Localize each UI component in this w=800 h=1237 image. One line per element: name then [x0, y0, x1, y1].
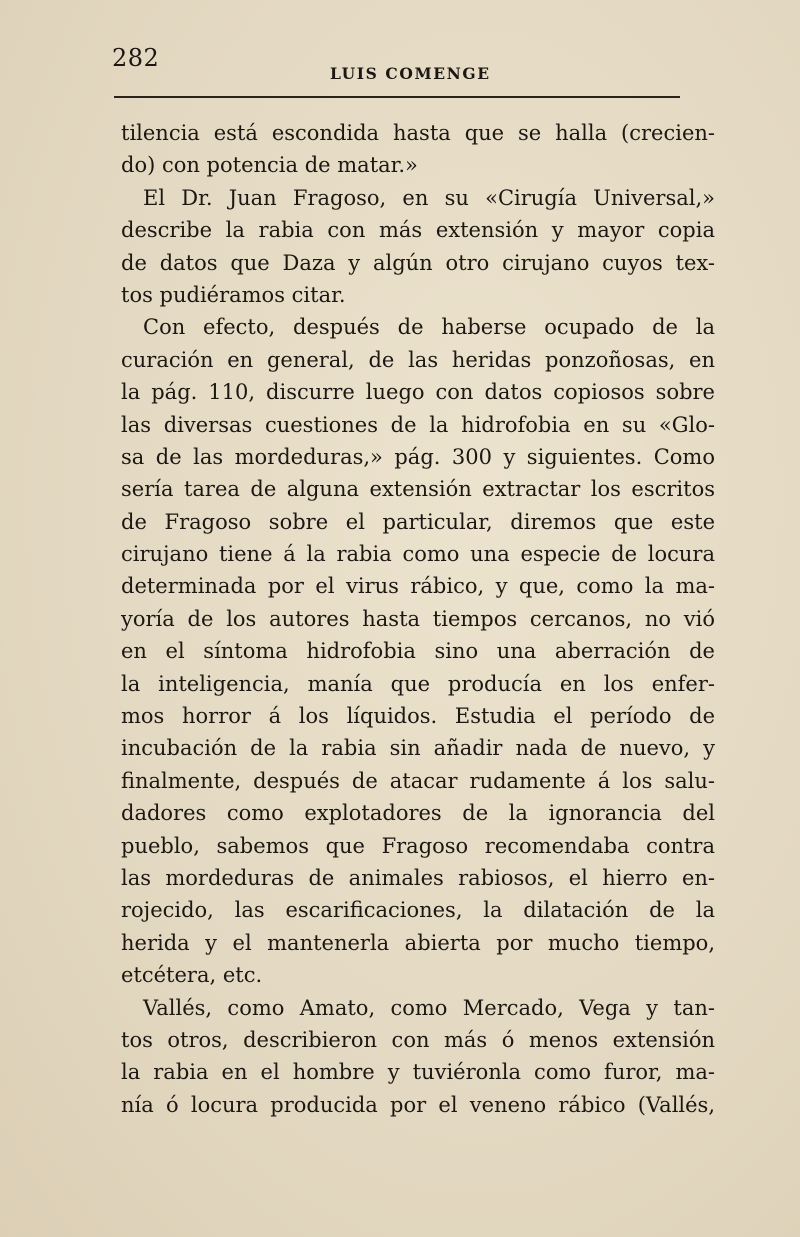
body-text: [121, 117, 715, 1121]
text-line: rojecido, las escarificaciones, la dilatación de la: [121, 898, 715, 923]
text-line: herida y el mantenerla abierta por mucho tiempo,: [121, 930, 715, 955]
text-line: do) con potencia de matar.»: [121, 153, 418, 178]
text-line: la rabia en el hombre y tuviéronla como furor, ma-: [121, 1060, 715, 1085]
text-line: determinada por el virus rábico, y que, como la ma-: [121, 574, 715, 599]
text-line: en el síntoma hidrofobia sino una aberración de: [121, 639, 715, 664]
header-rule: [114, 96, 680, 98]
text-line: la pág. 110, discurre luego con datos copiosos sobre: [121, 380, 715, 405]
text-line: tilencia está escondida hasta que se halla (crecien-: [121, 121, 715, 145]
text-line: incubación de la rabia sin añadir nada de nuevo, y: [121, 736, 715, 761]
text-line: describe la rabia con más extensión y mayor copia: [121, 218, 715, 243]
text-line: finalmente, después de atacar rudamente á los salu-: [121, 768, 715, 793]
text-line: curación en general, de las heridas ponzoñosas, en: [121, 347, 715, 372]
text-line: tos pudiéramos citar.: [121, 282, 346, 307]
text-line: las diversas cuestiones de la hidrofobia en su «Glo-: [121, 412, 715, 437]
text-line: mos horror á los líquidos. Estudia el período de: [121, 704, 715, 729]
text-line: Con efecto, después de haberse ocupado de la: [143, 315, 715, 340]
running-head: LUIS COMENGE: [330, 64, 491, 83]
text-line: pueblo, sabemos que Fragoso recomendaba contra: [121, 833, 715, 858]
text-line: de Fragoso sobre el particular, diremos que este: [121, 509, 715, 534]
text-line: dadores como explotadores de la ignorancia del: [121, 801, 715, 826]
text-line: la inteligencia, manía que producía en los enfer-: [121, 671, 715, 696]
text-line: cirujano tiene á la rabia como una especie de locura: [121, 542, 715, 567]
text-line: Vallés, como Amato, como Mercado, Vega y tan-: [143, 995, 715, 1020]
text-line: de datos que Daza y algún otro cirujano cuyos tex-: [121, 250, 715, 275]
text-line: sería tarea de alguna extensión extractar los escritos: [121, 477, 715, 502]
text-line: etcétera, etc.: [121, 963, 263, 988]
text-line: yoría de los autores hasta tiempos cercanos, no vió: [121, 606, 715, 631]
text-line: El Dr. Juan Fragoso, en su «Cirugía Universal,»: [143, 185, 715, 210]
text-line: nía ó locura producida por el veneno rábico (Vallés,: [121, 1092, 715, 1117]
text-line: tos otros, describieron con más ó menos extensión: [121, 1027, 715, 1052]
text-line: sa de las mordeduras,» pág. 300 y siguientes. Como: [121, 444, 715, 469]
page-number: 282: [112, 44, 160, 72]
text-line: las mordeduras de animales rabiosos, el hierro en-: [121, 865, 715, 890]
